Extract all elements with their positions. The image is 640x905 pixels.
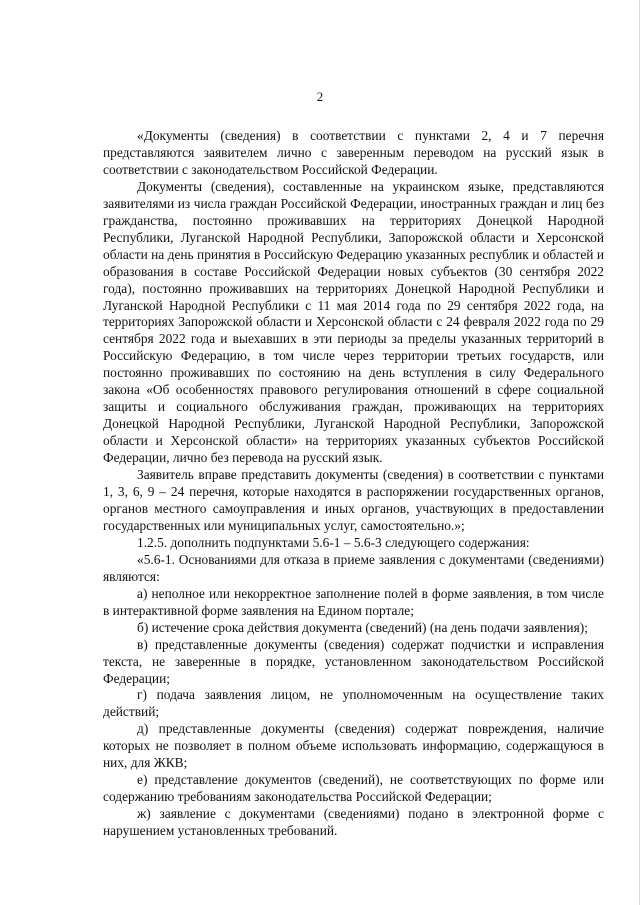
paragraph-applicant-right: Заявитель вправе представить документы (сведения) в соответствии с пунктами 1, 3, 6, 9 – 24 перечня, которые находятся в распоряжении государственных органов, органов местного самоуправления и иных органов, участвующих в предоставлении государственных или муниципальных услуг, самостоятельно.»; [103, 467, 604, 533]
list-item-d: д) представленные документы (сведения) содержат повреждения, наличие которых не позволяет в полном объеме использовать информацию, содержащуюся в них, для ЖКВ; [103, 721, 604, 771]
list-item-e: е) представление документов (сведений), не соответствующих по форме или содержанию требованиям законодательства Российской Федерации; [103, 772, 604, 805]
list-item-b: б) истечение срока действия документа (сведений) (на день подачи заявления); [137, 619, 588, 635]
list-item-zh: ж) заявление с документами (сведениями) подано в электронной форме с нарушением установленных требований. [103, 806, 604, 839]
paragraph-refusal-grounds: «5.6-1. Основаниями для отказа в приеме заявления с документами (сведениями) являются: [103, 551, 604, 584]
paragraph-documents-translation: «Документы (сведения) в соответствии с пунктами 2, 4 и 7 перечня представляются заявителем лично с заверенным переводом на русский язык в соответствии с законодательством Российской Федерации. [103, 128, 604, 177]
paragraph-amendment-1-2-5: 1.2.5. дополнить подпунктами 5.6-1 – 5.6-3 следующего содержания: [137, 534, 530, 550]
document-body [103, 128, 604, 840]
list-item-v: в) представленные документы (сведения) содержат подчистки и исправления текста, не заверенные в порядке, установленном законодательством Российской Федерации; [103, 636, 604, 686]
paragraph-ukrainian-documents: Документы (сведения), составленные на украинском языке, представляются заявителями из числа граждан Российской Федерации, иностранных граждан и лиц без гражданства, постоянно проживавших на территориях Донецкой Народной Республики, Луганской Народной Республики, Запорожской области и Херсонской области на день принятия в Российскую Федерацию указанных республик и областей и образования в составе Российской Федерации новых субъектов (30 сентября 2022 года), постоянно проживавших на территориях Донецкой Народной Республики и Луганской Народной Республики с 11 мая 2014 года по 29 сентября 2022 года, на территориях Запорожской области и Херсонской области с 24 февраля 2022 года по 29 сентября 2022 года и выехавших в эти периоды за пределы указанных территорий в Российскую Федерацию, в том числе через территории третьих государств, или постоянно проживавших по состоянию на день вступления в силу Федерального закона «Об особенностях правового регулирования отношений в сфере социальной защиты и социального обслуживания граждан, проживающих на территориях Донецкой Народной Республики, Луганской Народной Республики, Запорожской области и Херсонской области» на территориях указанных субъектов Российской Федерации, лично без перевода на русский язык. [103, 178, 604, 466]
page-number: 2 [316, 89, 324, 104]
list-item-a: а) неполное или некорректное заполнение полей в форме заявления, в том числе в интерактивной форме заявления на Едином портале; [103, 585, 604, 618]
list-item-g: г) подача заявления лицом, не уполномоченным на осуществление таких действий; [103, 687, 604, 720]
